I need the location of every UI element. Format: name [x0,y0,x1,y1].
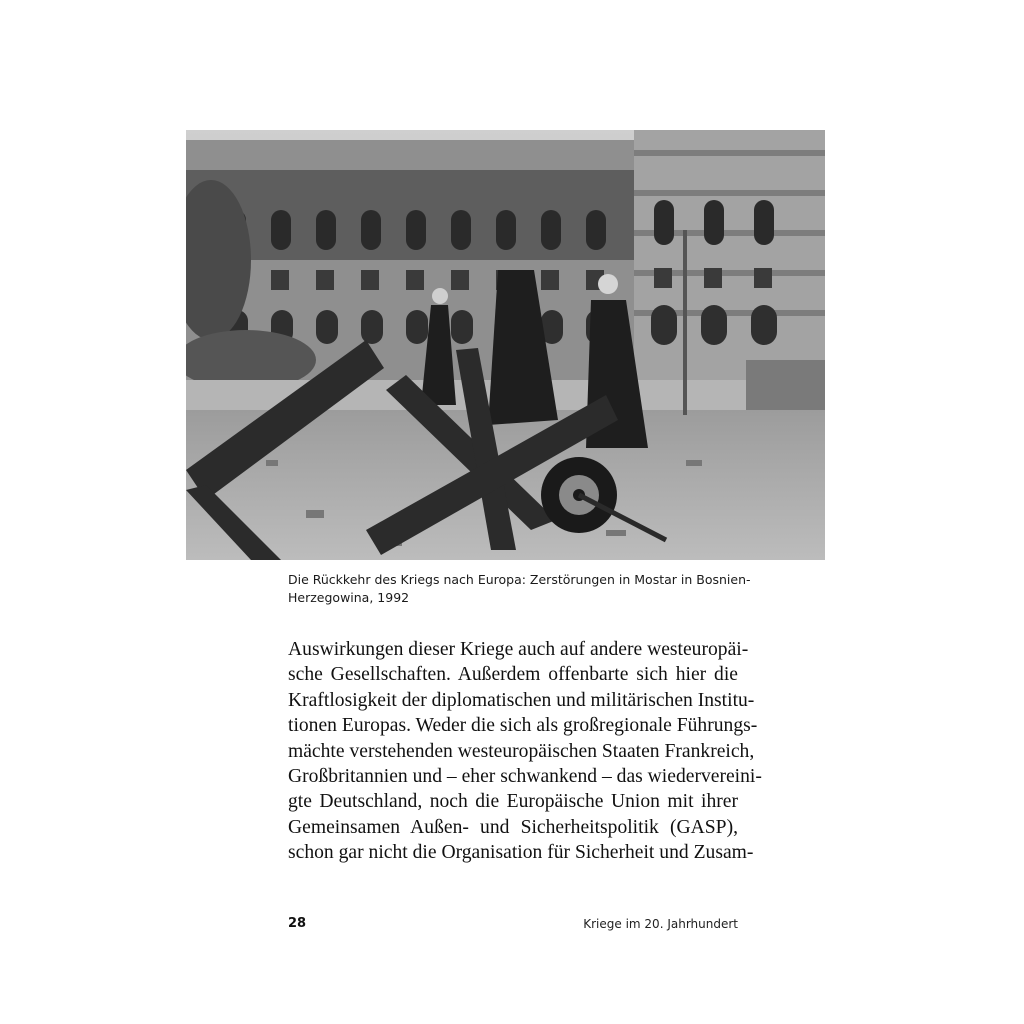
text-line: mächte verstehenden westeuropäischen Staaten Frankreich, [288,740,755,762]
text-line: Kraftlosigkeit der diplomatischen und militärischen Institu- [288,689,755,711]
text-line: gte Deutschland, noch die Europäische Union mit ihrer [288,791,738,813]
text-line: Auswirkungen dieser Kriege auch auf andere westeuropäi- [288,639,749,660]
text-line: tionen Europas. Weder die sich als großregionale Führungs- [288,715,758,737]
figure-caption [288,571,751,607]
text-line: schon gar nicht die Organisation für Sicherheit und Zusam- [288,842,754,864]
caption-line: Die Rückkehr des Kriegs nach Europa: Zerstörungen in Mostar in Bosnien- [288,572,751,587]
war-ruins-photo [186,130,825,560]
text-line: sche Gesellschaften. Außerdem offenbarte sich hier die [288,664,738,686]
text-line: Großbritannien und – eher schwankend – das wiedervereini- [288,766,762,788]
caption-line: Herzegowina, 1992 [288,590,410,605]
running-title: Kriege im 20. Jahrhundert [583,917,738,931]
body-paragraph [288,637,762,866]
page-number: 28 [288,916,307,931]
text-line: Gemeinsamen Außen- und Sicherheitspolitik (GASP), [288,816,738,838]
